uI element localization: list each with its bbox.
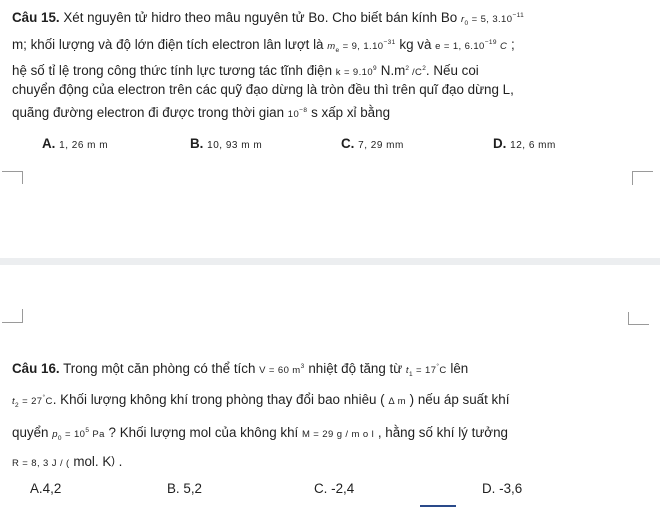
molar-mass-formula: M = 29 g / m o l [301,429,375,440]
q15-option-d[interactable]: D. 12, 6 mm [493,136,556,151]
q15-line-1 [12,9,524,30]
q16-text-1b: nhiệt độ tăng từ [304,361,406,376]
q16-line-4 [12,453,122,473]
q15-line-3 [12,62,479,83]
q16-line-3 [12,424,508,445]
q16-line-1 [12,360,468,381]
electron-mass-formula: $m_e = 9$, $1.10^{-31}$ [327,39,396,54]
q15-option-b[interactable]: B. 10, 93 m m [190,136,263,151]
k-unit: $N.m^2$ $/C^2$ [377,63,426,78]
crop-mark-bottom-right [628,312,649,325]
crop-mark-top-right [632,171,653,185]
q16-label: Câu 16. [12,361,60,376]
q16-text-3a: quyển [12,425,53,440]
page-separator [0,258,660,265]
q16-text-1c: lên [446,361,469,376]
q15-option-c[interactable]: C. 7, 29 mm [341,136,404,151]
electron-charge-formula: e = 1, $6.10^{-19}$ C [435,39,508,52]
next-question-partial [420,505,456,515]
q16-option-d[interactable]: D. -3,6 [482,481,523,496]
q16-line-2 [12,391,509,412]
bohr-radius-formula: $r_0 = 5$, $3.10^{-11}$ [460,12,525,27]
time-formula: $10^{-8}$ [287,107,308,120]
q16-text-3c: , hằng số khí lý tưởng [374,425,508,440]
p0-formula: $p_0 = 10^5$ Pa [52,427,105,442]
q16-option-c[interactable]: C. -2,4 [314,481,355,496]
q16-text-2b: ) nếu áp suất khí [405,392,510,407]
q15-text-3b: . Nếu coi [425,63,479,78]
q16-option-a[interactable]: A.4,2 [30,481,62,496]
q16-paren: ) [111,455,115,467]
q16-text-2a: . Khối lượng không khí trong phòng thay đổi bao nhiêu ( [52,392,389,407]
q15-line-4: chuyển động của electron trên các quỹ đạo dừng là tròn đều thì trên quĩ đạo dừng L, [12,82,514,97]
gas-constant-formula: R = 8, 3 J / ( [12,458,70,469]
q15-text-2a: m; khối lượng và độ lớn điện tích electron lân lượt là [12,37,328,52]
q15-text-5b: s xấp xỉ bằng [307,105,391,120]
q15-text-2c: ; [507,37,515,52]
q16-text-4c: . [114,454,123,469]
q16-text-4: mol. K [69,454,112,469]
volume-formula: V = 60 $m^3$ [259,363,305,376]
q15-text-5a: quãng đường electron đi được trong thời gian [12,105,288,120]
q16-text-3b: ? Khối lượng mol của không khí [104,425,302,440]
q16-option-b[interactable]: B. 5,2 [167,481,203,496]
q15-line-2 [12,36,515,57]
q15-label: Câu 15. [12,10,60,25]
q15-text-2b: kg và [395,37,436,52]
t1-formula: $t_1 = 17^\circ C$ [405,363,447,378]
crop-mark-top-left [2,171,23,184]
q15-text-1a: Xét nguyên tử hidro theo mâu nguyên tử Bo. Cho biết bán kính Bo [59,10,461,25]
coulomb-constant-formula: $k = 9.10^9$ [335,65,378,78]
q15-line-5 [12,104,390,125]
delta-m: Δ m [388,396,406,407]
q15-text-3a: hệ số tỉ lệ trong công thức tính lực tương tác tĩnh điện [12,63,336,78]
crop-mark-bottom-left [2,309,23,323]
q15-option-a[interactable]: A. 1, 26 m m [42,136,109,151]
q16-text-1a: Trong một căn phòng có thể tích [59,361,260,376]
t2-formula: $t_2 = 27^\circ C$ [12,394,53,409]
